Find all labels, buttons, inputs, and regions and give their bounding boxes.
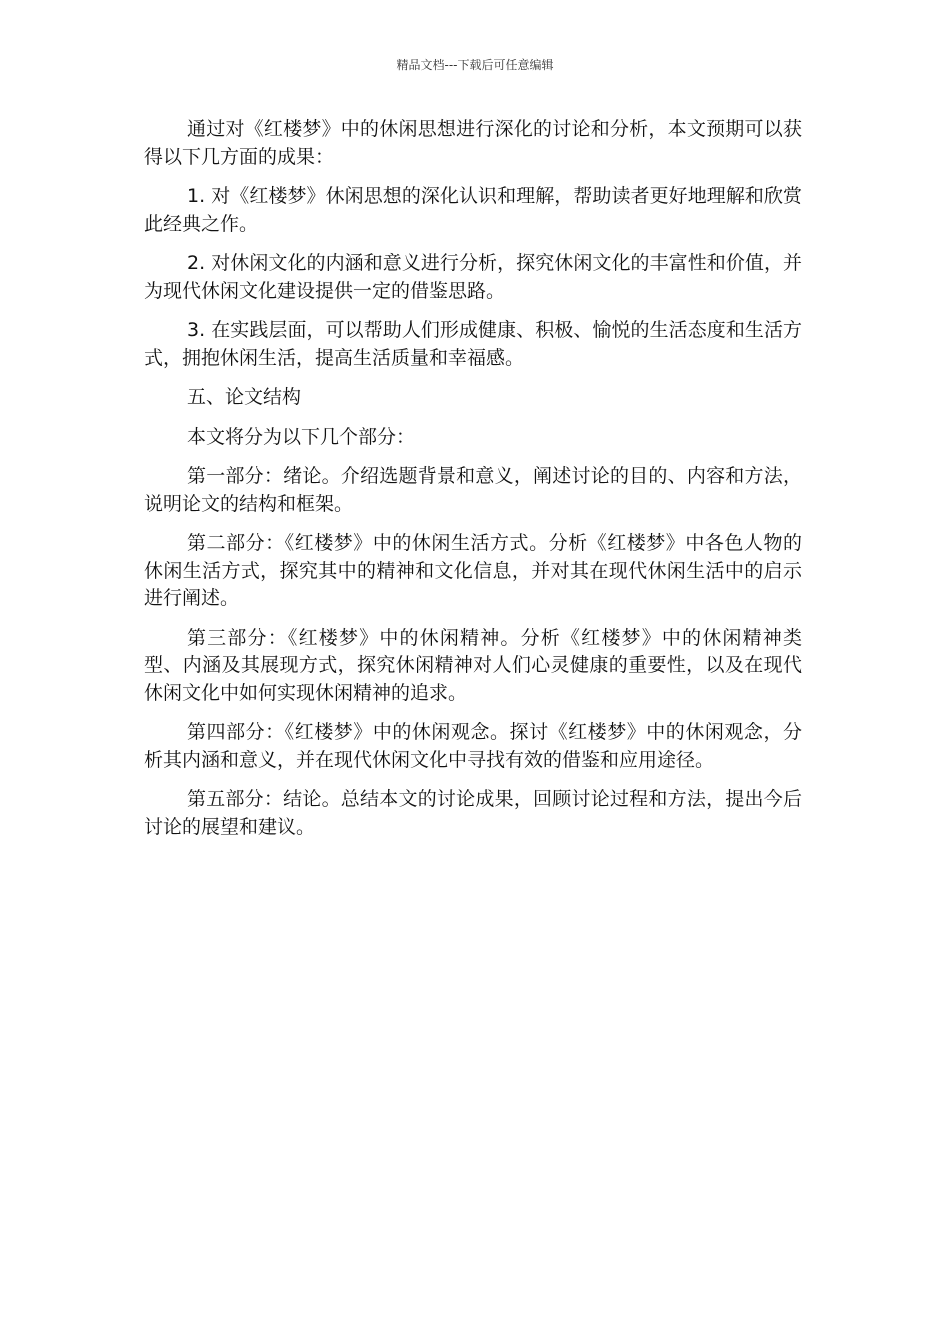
- document-body: [144, 116, 802, 853]
- page-header: 精品文档---下载后可任意编辑: [396, 58, 554, 72]
- paragraph-expected-results: 通过对《红楼梦》中的休闲思想进行深化的讨论和分析，本文预期可以获得以下几方面的成果：: [144, 118, 802, 168]
- paragraph-part-2: 第二部分：《红楼梦》中的休闲生活方式。分析《红楼梦》中各色人物的休闲生活方式，探究其中的精神和文化信息，并对其在现代休闲生活中的启示进行阐述。: [144, 532, 802, 609]
- paragraph-result-2: 2. 对休闲文化的内涵和意义进行分析，探究休闲文化的丰富性和价值，并为现代休闲文化建设提供一定的借鉴思路。: [144, 252, 802, 302]
- paragraph-part-4: 第四部分：《红楼梦》中的休闲观念。探讨《红楼梦》中的休闲观念，分析其内涵和意义，并在现代休闲文化中寻找有效的借鉴和应用途径。: [144, 721, 802, 771]
- paragraph-part-5: 第五部分：结论。总结本文的讨论成果，回顾讨论过程和方法，提出今后讨论的展望和建议。: [144, 788, 802, 838]
- paragraph-structure-intro: 本文将分为以下几个部分：: [187, 425, 416, 448]
- paragraph-part-3: 第三部分：《红楼梦》中的休闲精神。分析《红楼梦》中的休闲精神类型、内涵及其展现方式，探究休闲精神对人们心灵健康的重要性，以及在现代休闲文化中如何实现休闲精神的追求。: [144, 626, 802, 704]
- paragraph-result-1: 1. 对《红楼梦》休闲思想的深化认识和理解，帮助读者更好地理解和欣赏此经典之作。: [144, 185, 802, 235]
- paragraph-part-1: 第一部分：绪论。介绍选题背景和意义，阐述讨论的目的、内容和方法，说明论文的结构和框架。: [144, 465, 802, 515]
- section-heading-structure: 五、论文结构: [187, 386, 302, 408]
- paragraph-result-3: 3. 在实践层面，可以帮助人们形成健康、积极、愉悦的生活态度和生活方式，拥抱休闲生活，提高生活质量和幸福感。: [144, 319, 802, 369]
